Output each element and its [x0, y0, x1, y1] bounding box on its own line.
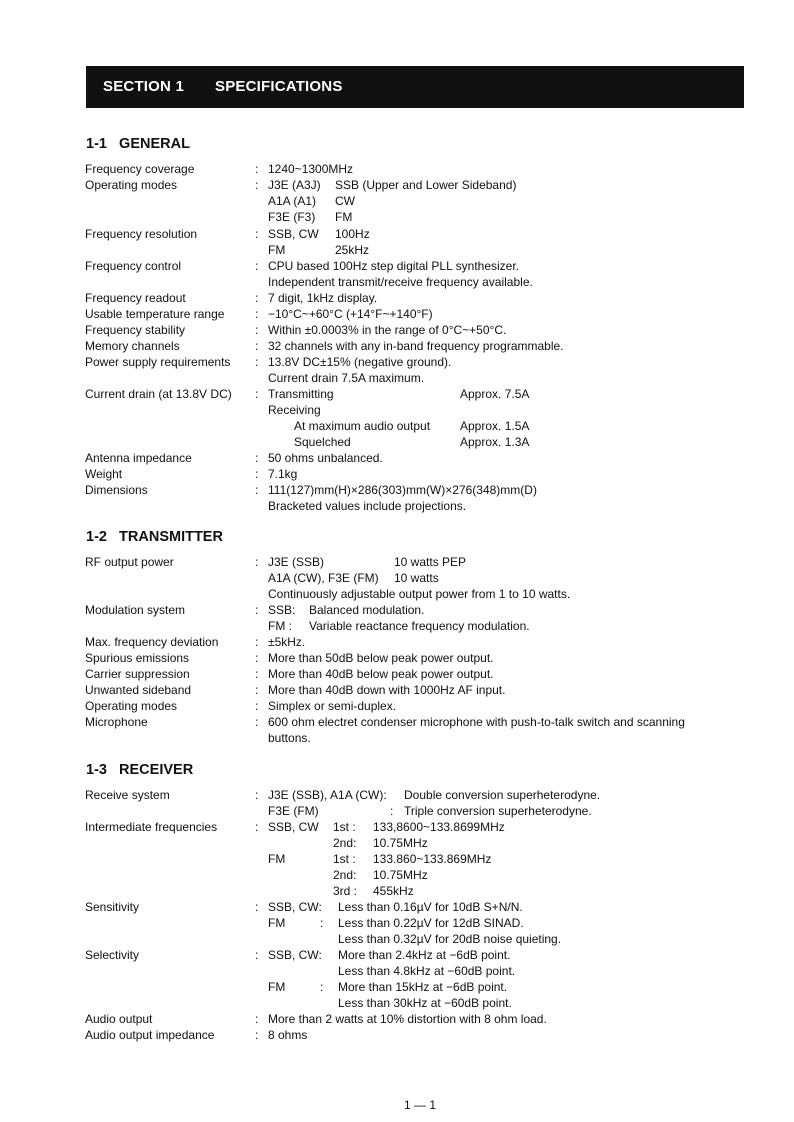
colon: :: [255, 788, 259, 802]
colon: :: [255, 635, 259, 649]
page-number: 1 — 1: [404, 1098, 437, 1112]
spec-label: Antenna impedance: [85, 451, 192, 465]
spec-value: 1240~1300MHz: [268, 162, 354, 176]
spec-label: RF output power: [85, 555, 174, 569]
spec-value: Squelched: [294, 435, 351, 449]
spec-value: J3E (SSB), A1A (CW):: [268, 788, 387, 802]
colon: :: [255, 387, 259, 401]
spec-value: 111(127)mm(H)×286(303)mm(W)×276(348)mm(D): [268, 483, 537, 497]
colon: :: [255, 1028, 259, 1042]
spec-value: 2nd:: [333, 868, 357, 882]
spec-value: Independent transmit/receive frequency available.: [268, 275, 533, 289]
spec-value: Variable reactance frequency modulation.: [309, 619, 530, 633]
spec-value: FM: [268, 243, 286, 257]
spec-label: Receive system: [85, 788, 170, 802]
spec-value: 133,8600~133.8699MHz: [373, 820, 505, 834]
spec-label: Frequency readout: [85, 291, 186, 305]
colon: :: [255, 667, 259, 681]
colon: :: [255, 483, 259, 497]
colon: :: [255, 162, 259, 176]
spec-label: Intermediate frequencies: [85, 820, 218, 834]
spec-value: J3E (A3J): [268, 178, 321, 192]
spec-label: Unwanted sideband: [85, 683, 192, 697]
spec-value: Current drain 7.5A maximum.: [268, 371, 425, 385]
spec-value: 1st :: [333, 852, 356, 866]
spec-value: −10°C~+60°C (+14°F~+140°F): [268, 307, 433, 321]
spec-value: Approx. 1.5A: [460, 419, 530, 433]
spec-value: 8 ohms: [268, 1028, 308, 1042]
spec-value: 10.75MHz: [373, 868, 428, 882]
spec-value: SSB (Upper and Lower Sideband): [335, 178, 517, 192]
spec-label: Audio output: [85, 1012, 153, 1026]
colon: :: [255, 178, 259, 192]
spec-label: Frequency resolution: [85, 227, 198, 241]
spec-value: Balanced modulation.: [309, 603, 425, 617]
colon: :: [255, 227, 259, 241]
spec-value: 3rd :: [333, 884, 358, 898]
spec-value: 1st :: [333, 820, 356, 834]
spec-value: 10.75MHz: [373, 836, 428, 850]
spec-value: A1A (CW), F3E (FM): [268, 571, 379, 585]
spec-value: 7 digit, 1kHz display.: [268, 291, 378, 305]
spec-value: SSB, CW: [268, 227, 319, 241]
colon: :: [255, 323, 259, 337]
spec-value: FM: [335, 210, 353, 224]
spec-value: Receiving: [268, 403, 321, 417]
spec-label: Microphone: [85, 715, 148, 729]
spec-label: Modulation system: [85, 603, 186, 617]
spec-value: More than 40dB down with 1000Hz AF input.: [268, 683, 506, 697]
spec-value: CW: [335, 194, 355, 208]
spec-value: Approx. 1.3A: [460, 435, 530, 449]
spec-value: More than 2 watts at 10% distortion with 8 ohm load.: [268, 1012, 547, 1026]
colon: :: [255, 1012, 259, 1026]
spec-value: SSB, CW:: [268, 900, 322, 914]
colon: :: [255, 555, 259, 569]
spec-value: Approx. 7.5A: [460, 387, 530, 401]
spec-value: Transmitting: [268, 387, 334, 401]
spec-value: 10 watts PEP: [394, 555, 467, 569]
spec-label: Power supply requirements: [85, 355, 231, 369]
spec-value: 133.860~133.869MHz: [373, 852, 492, 866]
spec-value: 7.1kg: [268, 467, 298, 481]
spec-label: Spurious emissions: [85, 651, 190, 665]
spec-value: FM :: [268, 619, 292, 633]
spec-value: Less than 0.22µV for 12dB SINAD.: [338, 916, 524, 930]
spec-value: A1A (A1): [268, 194, 317, 208]
spec-label: Current drain (at 13.8V DC): [85, 387, 232, 401]
spec-value: 32 channels with any in-band frequency programmable.: [268, 339, 564, 353]
colon: :: [255, 948, 259, 962]
spec-label: Carrier suppression: [85, 667, 190, 681]
spec-value: :: [320, 916, 324, 930]
spec-value: Simplex or semi-duplex.: [268, 699, 397, 713]
colon: :: [255, 355, 259, 369]
spec-value: 50 ohms unbalanced.: [268, 451, 383, 465]
spec-value: Bracketed values include projections.: [268, 499, 467, 513]
spec-value: 600 ohm electret condenser microphone with push-to-talk switch and scanning: [268, 715, 685, 729]
transmitter-heading: 1-2 TRANSMITTER: [86, 529, 223, 545]
spec-value: F3E (FM): [268, 804, 319, 818]
spec-value: 455kHz: [373, 884, 414, 898]
receiver-heading: 1-3 RECEIVER: [86, 762, 194, 778]
spec-label: Usable temperature range: [85, 307, 225, 321]
spec-value: Less than 30kHz at −60dB point.: [338, 996, 512, 1010]
colon: :: [255, 307, 259, 321]
spec-value: 10 watts: [394, 571, 439, 585]
spec-value: More than 2.4kHz at −6dB point.: [338, 948, 511, 962]
spec-label: Weight: [85, 467, 123, 481]
spec-value: CPU based 100Hz step digital PLL synthesizer.: [268, 259, 520, 273]
spec-value: 100Hz: [335, 227, 370, 241]
spec-value: buttons.: [268, 731, 311, 745]
spec-label: Memory channels: [85, 339, 180, 353]
spec-value: Triple conversion superheterodyne.: [404, 804, 592, 818]
spec-value: Less than 4.8kHz at −60dB point.: [338, 964, 516, 978]
spec-value: F3E (F3): [268, 210, 316, 224]
spec-value: FM: [268, 916, 286, 930]
spec-value: Less than 0.32µV for 20dB noise quieting.: [338, 932, 562, 946]
colon: :: [255, 339, 259, 353]
spec-value: 2nd:: [333, 836, 357, 850]
section-title: SPECIFICATIONS: [215, 78, 343, 95]
spec-value: SSB, CW: [268, 820, 319, 834]
spec-value: Continuously adjustable output power from 1 to 10 watts.: [268, 587, 571, 601]
spec-value: SSB, CW:: [268, 948, 322, 962]
colon: :: [255, 900, 259, 914]
colon: :: [255, 715, 259, 729]
spec-value: More than 15kHz at −6dB point.: [338, 980, 508, 994]
spec-label: Selectivity: [85, 948, 140, 962]
section-banner: [86, 66, 744, 108]
general-heading: 1-1 GENERAL: [86, 136, 190, 152]
spec-label: Operating modes: [85, 178, 178, 192]
spec-value: SSB:: [268, 603, 296, 617]
colon: :: [255, 291, 259, 305]
spec-value: Within ±0.0003% in the range of 0°C~+50°C.: [268, 323, 507, 337]
spec-label: Frequency stability: [85, 323, 186, 337]
spec-label: Max. frequency deviation: [85, 635, 219, 649]
spec-value: More than 50dB below peak power output.: [268, 651, 494, 665]
colon: :: [255, 467, 259, 481]
spec-value: 13.8V DC±15% (negative ground).: [268, 355, 452, 369]
colon: :: [255, 451, 259, 465]
spec-label: Sensitivity: [85, 900, 140, 914]
colon: :: [255, 603, 259, 617]
spec-value: More than 40dB below peak power output.: [268, 667, 494, 681]
spec-value: :: [390, 804, 394, 818]
spec-label: Frequency coverage: [85, 162, 195, 176]
spec-label: Frequency control: [85, 259, 182, 273]
spec-value: FM: [268, 852, 286, 866]
spec-value: Less than 0.16µV for 10dB S+N/N.: [338, 900, 523, 914]
colon: :: [255, 820, 259, 834]
spec-value: Double conversion superheterodyne.: [404, 788, 601, 802]
spec-value: :: [320, 980, 324, 994]
spec-value: At maximum audio output: [294, 419, 431, 433]
spec-value: FM: [268, 980, 286, 994]
colon: :: [255, 683, 259, 697]
spec-label: Audio output impedance: [85, 1028, 215, 1042]
spec-value: J3E (SSB): [268, 555, 325, 569]
colon: :: [255, 651, 259, 665]
spec-value: ±5kHz.: [268, 635, 306, 649]
colon: :: [255, 699, 259, 713]
spec-value: 25kHz: [335, 243, 370, 257]
section-number: SECTION 1: [103, 78, 184, 95]
spec-label: Dimensions: [85, 483, 148, 497]
colon: :: [255, 259, 259, 273]
spec-label: Operating modes: [85, 699, 178, 713]
